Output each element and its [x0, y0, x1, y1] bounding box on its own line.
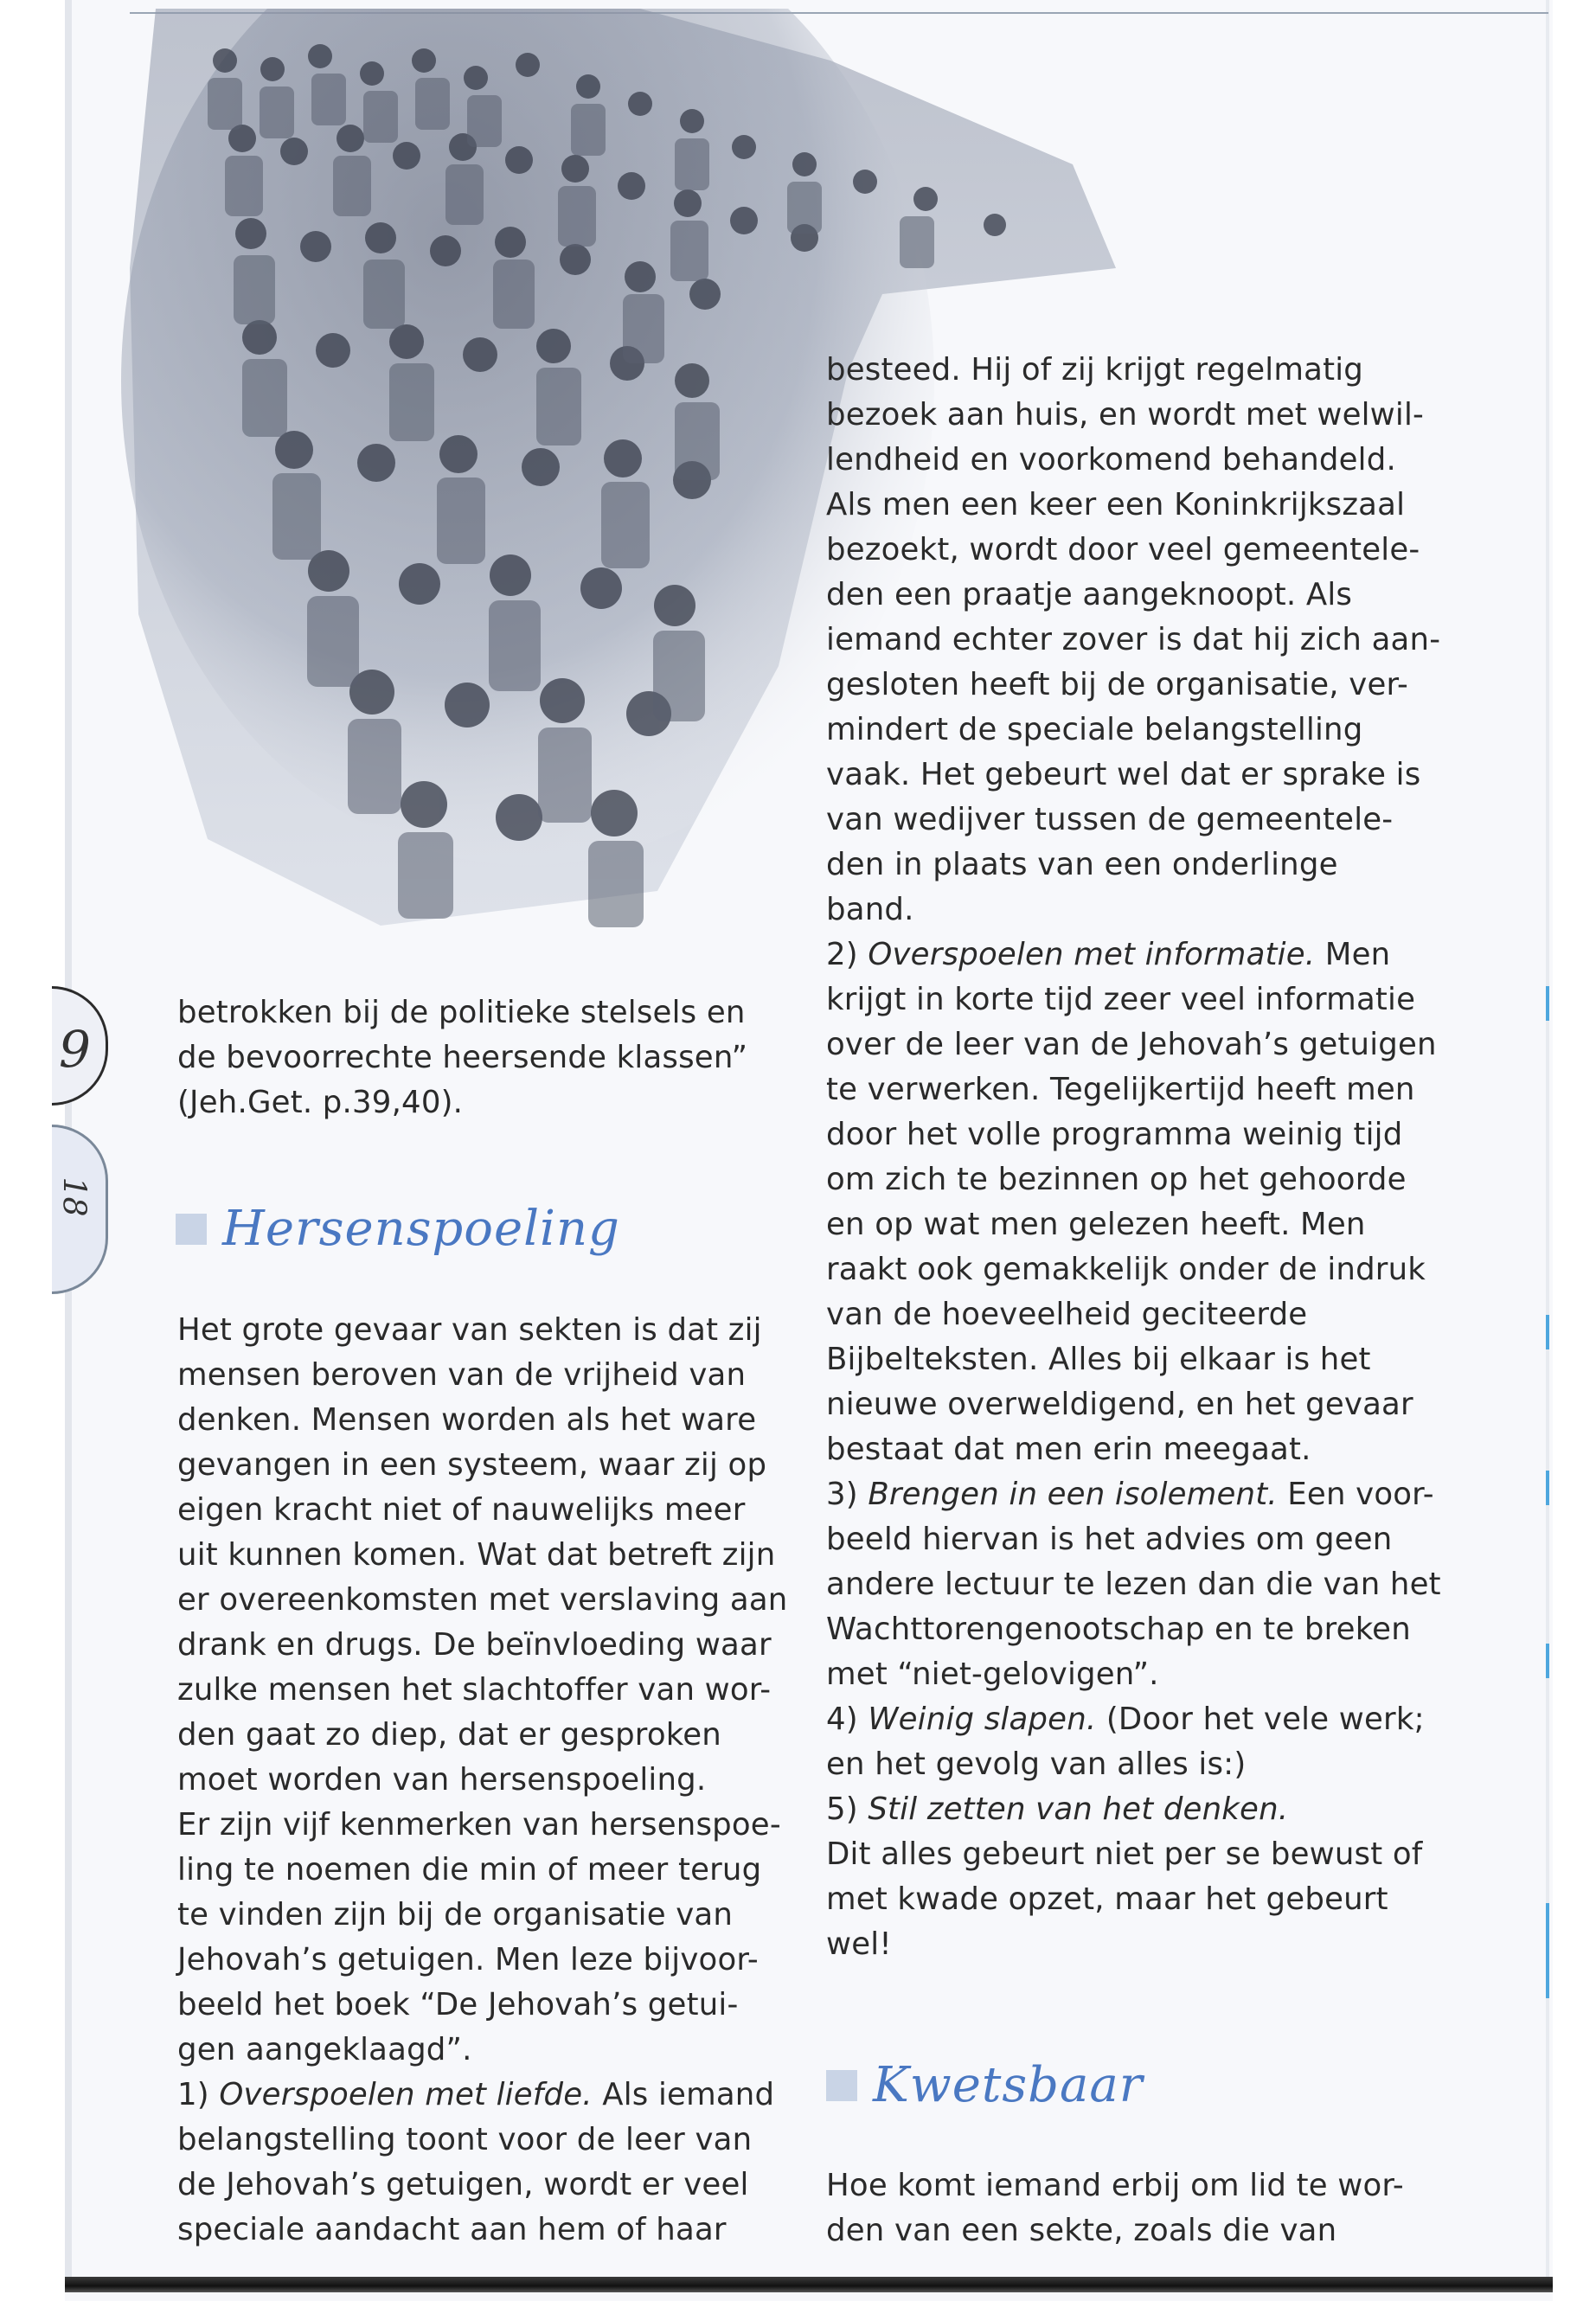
text-line: en op wat men gelezen heeft. Men	[826, 1207, 1366, 1242]
text-line: van wedijver tussen de gemeentele-	[826, 802, 1394, 837]
text-line: te vinden zijn bij de organisatie van	[177, 1897, 734, 1932]
edge-marker	[1546, 1644, 1549, 1678]
text-line: den gaat zo diep, dat er gesproken	[177, 1717, 721, 1753]
text-line: Als men een keer een Koninkrijkszaal	[826, 487, 1406, 522]
heading-title: Hersenspoeling	[222, 1201, 620, 1257]
text-line: speciale aandacht aan hem of haar	[177, 2212, 727, 2247]
text-line: Bijbelteksten. Alles bij elkaar is het	[826, 1342, 1371, 1377]
text-line: gevangen in een systeem, waar zij op	[177, 1447, 767, 1483]
text-line: en het gevolg van alles is:)	[826, 1747, 1247, 1782]
edge-marker	[1546, 1315, 1549, 1349]
text-line: mensen beroven van de vrijheid van	[177, 1357, 747, 1393]
text-line: den van een sekte, zoals die van	[826, 2213, 1337, 2248]
text-line: Hoe komt iemand erbij om lid te wor-	[826, 2168, 1404, 2203]
text-line: 1) Overspoelen met liefde. Als iemand	[177, 2077, 775, 2112]
text-line: Er zijn vijf kenmerken van hersenspoe-	[177, 1807, 781, 1843]
text-line: den in plaats van een onderlinge	[826, 847, 1338, 882]
text-line: bestaat dat men erin meegaat.	[826, 1432, 1311, 1467]
text-line: eigen kracht niet of nauwelijks meer	[177, 1492, 746, 1528]
text-line: 4) Weinig slapen. (Door het vele werk;	[826, 1702, 1425, 1737]
bottom-binding-band	[65, 2277, 1553, 2292]
text-line: drank en drugs. De beïnvloeding waar	[177, 1627, 772, 1663]
tab-number: 18	[55, 1176, 92, 1217]
text-line: den een praatje aangeknoopt. Als	[826, 577, 1353, 612]
left-column-main	[177, 1308, 788, 2253]
text-line: met kwade opzet, maar het gebeurt	[826, 1881, 1388, 1917]
text-line: nieuwe overweldigend, en het gevaar	[826, 1387, 1413, 1422]
text-line: raakt ook gemakkelijk onder de indruk	[826, 1252, 1426, 1287]
text-line: krijgt in korte tijd zeer veel informatie	[826, 982, 1416, 1017]
text-line: lendheid en voorkomend behandeld.	[826, 442, 1396, 478]
edge-marker	[1546, 1903, 1549, 1998]
edge-marker	[1546, 1471, 1549, 1505]
tab-number: 9	[59, 1020, 91, 1079]
text-line: zulke mensen het slachtoffer van wor-	[177, 1672, 772, 1708]
text-line: van de hoeveelheid geciteerde	[826, 1297, 1308, 1332]
text-line: besteed. Hij of zij krijgt regelmatig	[826, 352, 1363, 388]
text-line: 5) Stil zetten van het denken.	[826, 1791, 1289, 1827]
heading-square-icon	[176, 1214, 207, 1245]
text-line: iemand echter zover is dat hij zich aan-	[826, 622, 1441, 657]
text-line: over de leer van de Jehovah’s getuigen	[826, 1027, 1437, 1062]
text-line: te verwerken. Tegelijkertijd heeft men	[826, 1072, 1415, 1107]
text-line: vaak. Het gebeurt wel dat er sprake is	[826, 757, 1421, 792]
text-line: met “niet-gelovigen”.	[826, 1657, 1159, 1692]
right-column-main	[826, 348, 1441, 1967]
text-line: belangstelling toont voor de leer van	[177, 2122, 753, 2157]
right-column-bottom	[826, 2163, 1404, 2253]
text-line: bezoek aan huis, en wordt met welwil-	[826, 397, 1425, 433]
text-line: 3) Brengen in een isolement. Een voor-	[826, 1477, 1434, 1512]
text-line: beeld hiervan is het advies om geen	[826, 1522, 1393, 1557]
text-line: Wachttorengenootschap en te breken	[826, 1612, 1411, 1647]
text-line: ling te noemen die min of meer terug	[177, 1852, 762, 1888]
left-column-intro	[177, 990, 747, 1125]
heading-hersenspoeling	[176, 1201, 620, 1257]
text-line: uit kunnen komen. Wat dat betreft zijn	[177, 1537, 776, 1573]
text-line: gesloten heeft bij de organisatie, ver-	[826, 667, 1409, 702]
heading-title: Kwetsbaar	[873, 2057, 1144, 2113]
text-line: door het volle programma weinig tijd	[826, 1117, 1403, 1152]
text-line: andere lectuur te lezen dan die van het	[826, 1567, 1441, 1602]
text-line: wel!	[826, 1926, 892, 1962]
text-line: betrokken bij de politieke stelsels en	[177, 995, 746, 1030]
text-line: Jehovah’s getuigen. Men leze bijvoor-	[177, 1942, 759, 1977]
text-line: er overeenkomsten met verslaving aan	[177, 1582, 788, 1618]
text-line: Dit alles gebeurt niet per se bewust of	[826, 1836, 1423, 1872]
text-line: moet worden van hersenspoeling.	[177, 1762, 707, 1798]
text-line: mindert de speciale belangstelling	[826, 712, 1363, 747]
text-line: bezoekt, wordt door veel gemeentele-	[826, 532, 1420, 567]
text-line: om zich te bezinnen op het gehoorde	[826, 1162, 1407, 1197]
text-line: band.	[826, 892, 914, 927]
text-line: Het grote gevaar van sekten is dat zij	[177, 1312, 762, 1348]
heading-square-icon	[826, 2070, 857, 2101]
text-line: (Jeh.Get. p.39,40).	[177, 1085, 464, 1120]
text-line: de bevoorrechte heersende klassen”	[177, 1040, 748, 1075]
text-line: denken. Mensen worden als het ware	[177, 1402, 757, 1438]
text-line: de Jehovah’s getuigen, wordt er veel	[177, 2167, 749, 2202]
text-line: 2) Overspoelen met informatie. Men	[826, 937, 1391, 972]
edge-marker	[1546, 986, 1549, 1021]
text-line: gen aangeklaagd”.	[177, 2032, 472, 2067]
text-line: beeld het boek “De Jehovah’s getui-	[177, 1987, 739, 2022]
heading-kwetsbaar	[826, 2057, 1144, 2113]
